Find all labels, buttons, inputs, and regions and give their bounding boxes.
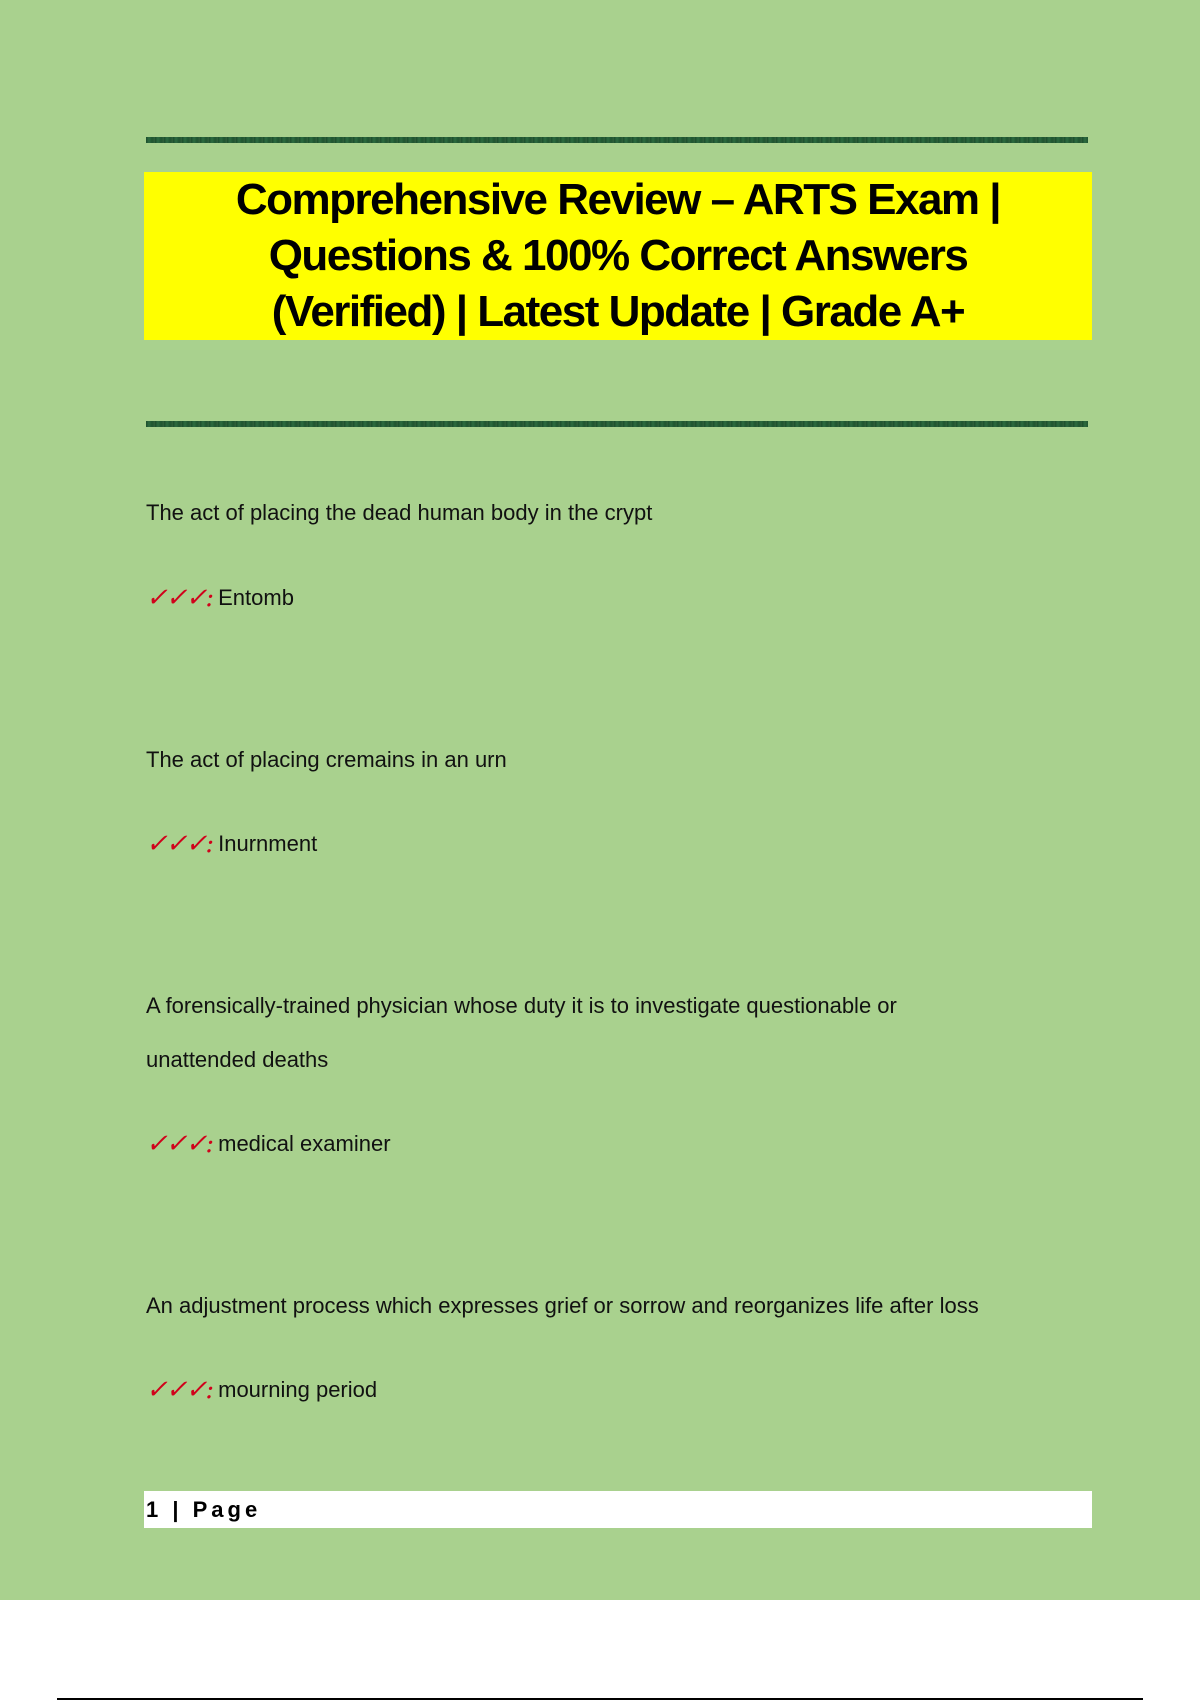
bottom-divider-rule <box>146 421 1088 427</box>
question-line: The act of placing cremains in an urn <box>146 747 507 772</box>
checkmark-icon: ✓✓✓: <box>146 1375 213 1405</box>
answer-row <box>146 1370 377 1410</box>
title-banner <box>144 172 1092 340</box>
question-text <box>146 733 1086 787</box>
checkmark-icon: ✓✓✓: <box>146 829 213 859</box>
question-line: An adjustment process which expresses grief or sorrow and reorganizes life after loss <box>146 1293 979 1318</box>
checkmark-icon: ✓✓✓: <box>146 1129 213 1159</box>
answer-row <box>146 1124 391 1164</box>
question-text <box>146 979 1086 1087</box>
checkmark-icon: ✓✓✓: <box>146 583 213 613</box>
answer-row <box>146 824 317 864</box>
question-text <box>146 486 1086 540</box>
title-line: Questions & 100% Correct Answers <box>268 231 968 280</box>
title-line: (Verified) | Latest Update | Grade A+ <box>271 287 965 336</box>
page-footer <box>144 1491 1092 1528</box>
question-line: The act of placing the dead human body in the crypt <box>146 500 653 525</box>
answer-text: mourning period <box>218 1377 378 1402</box>
question-text <box>146 1279 1086 1333</box>
page-number: 1 | Page <box>146 1496 262 1522</box>
answer-text: Entomb <box>218 585 294 610</box>
answer-row <box>146 578 294 618</box>
question-line: unattended deaths <box>146 1047 329 1072</box>
top-divider-rule <box>146 137 1088 143</box>
title-line: Comprehensive Review – ARTS Exam | <box>235 175 1001 224</box>
answer-text: Inurnment <box>218 831 318 856</box>
answer-text: medical examiner <box>218 1131 391 1156</box>
question-line: A forensically-trained physician whose duty it is to investigate questionable or <box>146 993 897 1018</box>
